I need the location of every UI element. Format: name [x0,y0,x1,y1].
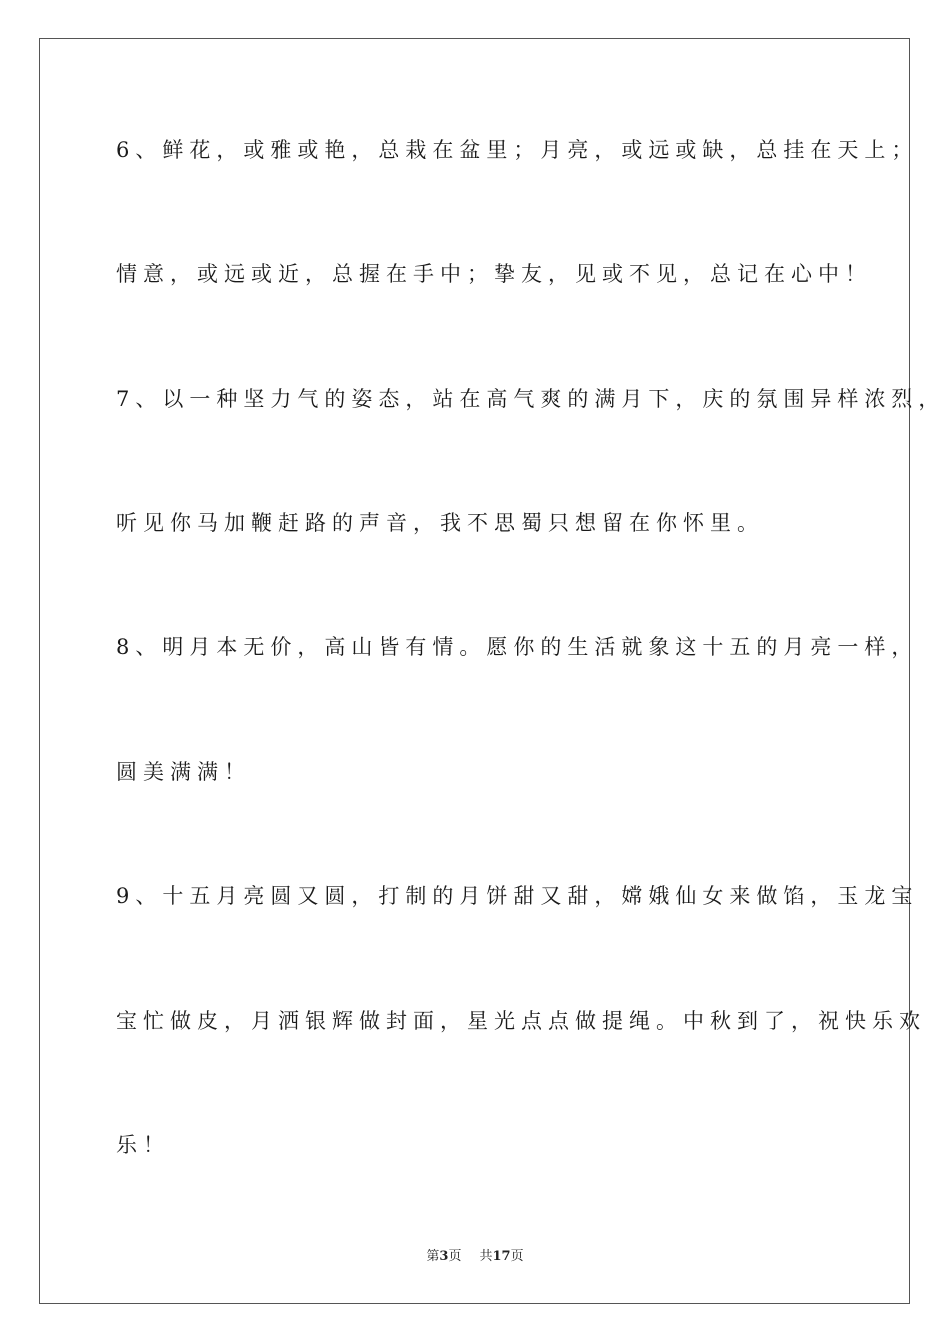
text-line: 9、十五月亮圆又圆，打制的月饼甜又甜，嫦娥仙女来做馅，玉龙宝 [116,884,919,908]
page-frame [39,38,910,1304]
total-pages: 17 [492,1249,511,1264]
text-line: 宝忙做皮，月洒银辉做封面，星光点点做提绳。中秋到了，祝快乐欢 [116,1009,926,1033]
total-label-suffix: 页 [510,1249,524,1264]
text-line: 7、以一种坚力气的姿态，站在高气爽的满月下，庆的氛围异样浓烈， [116,387,946,411]
page-label-prefix: 第 [426,1249,440,1264]
page-number: 3 [439,1249,449,1264]
page-footer [0,1250,950,1263]
total-label-prefix: 共 [479,1249,493,1264]
text-line: 6、鲜花，或雅或艳，总栽在盆里；月亮，或远或缺，总挂在天上； [116,138,919,162]
page-label-suffix: 页 [448,1249,462,1264]
text-line: 圆美满满！ [116,760,251,784]
text-line: 乐！ [116,1133,170,1157]
text-line: 8、明月本无价，高山皆有情。愿你的生活就象这十五的月亮一样， [116,635,919,659]
text-line: 情意，或远或近，总握在手中；挚友，见或不见，总记在心中！ [116,262,872,286]
text-line: 听见你马加鞭赶路的声音，我不思蜀只想留在你怀里。 [116,511,764,535]
